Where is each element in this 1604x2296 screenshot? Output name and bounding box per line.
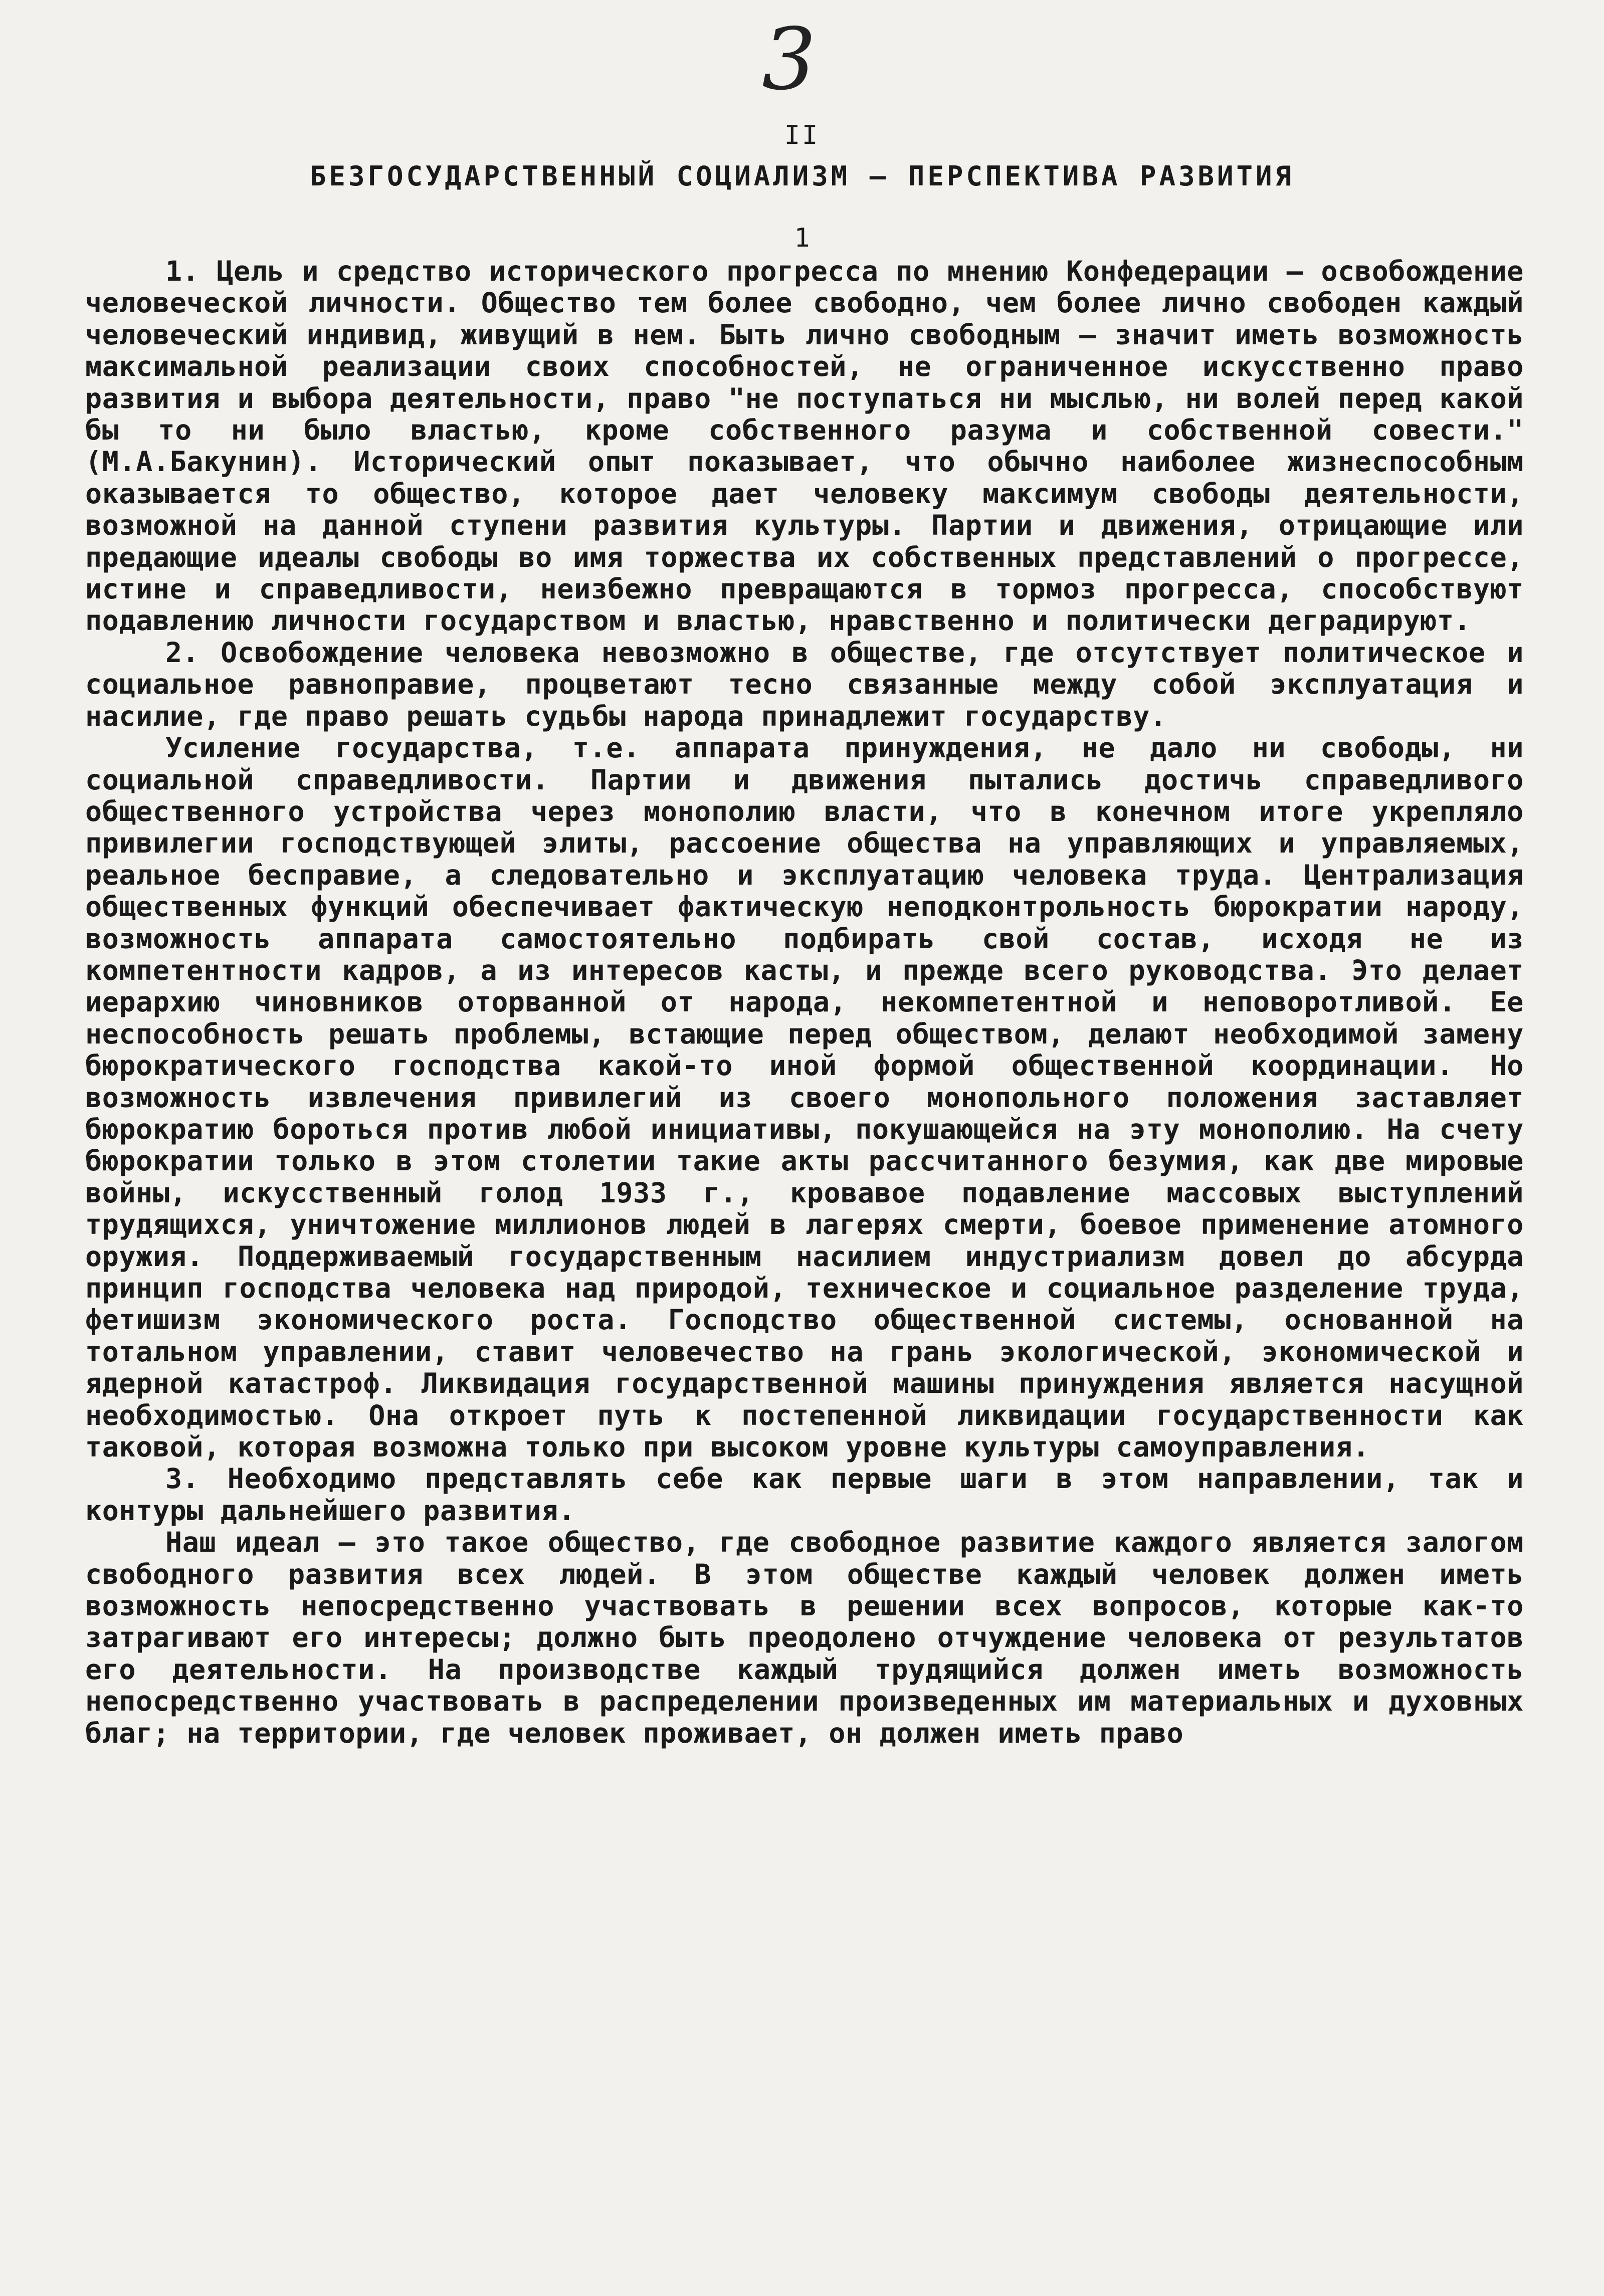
paragraph-2: 2. Освобождение человека невозможно в обществе, где отсутствует политическое и социальное равноправие, процветают тесно связанные между собой эксплуатация и насилие, где право решать судьбы народа принадлежит государству. <box>85 636 1524 732</box>
paragraph-3: Усиление государства, т.е. аппарата принуждения, не дало ни свободы, ни социальной справедливости. Партии и движения пытались достичь справедливого общественного устройства через монополию власти, что в конечном итоге укрепляло привилегии господствующей элиты, рассоение общества на управляющих и управляемых, реальное бесправие, а следовательно и эксплуатацию человека труда. Централизация общественных функций обеспечивает фактическую неподконтрольность бюрократии народу, возможность аппарата самостоятельно подбирать свой состав, исходя не из компетентности кадров, а из интересов касты, и прежде всего руководства. Это делает иерархию чиновников оторванной от народа, некомпетентной и неповоротливой. Ее неспособность решать проблемы, встающие перед обществом, делают необходимой замену бюрократического господства какой-то иной формой общественной координации. Но возможность извлечения привилегий из своего монопольного положения заставляет бюрократию бороться против любой инициативы, покушающейся на эту монополию. На счету бюрократии только в этом столетии такие акты рассчитанного безумия, как две мировые войны, искусственный голод 1933 г., кровавое подавление массовых выступлений трудящихся, уничтожение миллионов людей в лагерях смерти, боевое применение атомного оружия. Поддерживаемый государственным насилием индустриализм довел до абсурда принцип господства человека над природой, техническое и социальное разделение труда, фетишизм экономического роста. Господство общественной системы, основанной на тотальном управлении, ставит человечество на грань экологической, экономической и ядерной катастроф. Ликвидация государственной машины принуждения является насущной необходимостью. Она откроет путь к постепенной ликвидации государственности как таковой, которая возможна только при высоком уровне культуры самоуправления. <box>85 732 1524 1464</box>
paragraph-5: Наш идеал – это такое общество, где свободное развитие каждого является залогом свободного развития всех людей. В этом обществе каждый человек должен иметь возможность непосредственно участвовать в решении всех вопросов, которые как-то затрагивают его интересы; должно быть преодолено отчуждение человека от результатов его деятельности. На производстве каждый трудящийся должен иметь возможность непосредственно участвовать в распределении произведенных им материальных и духовных благ; на территории, где человек проживает, он должен иметь право <box>85 1526 1524 1749</box>
chapter-title: БЕЗГОСУДАРСТВЕННЫЙ СОЦИАЛИЗМ – ПЕРСПЕКТИВА РАЗВИТИЯ <box>309 160 1295 192</box>
body-text <box>85 256 1524 1749</box>
chapter-number: II <box>784 120 820 150</box>
section-number: 1 <box>794 223 810 253</box>
page-number: 3 <box>762 10 817 109</box>
paragraph-1: 1. Цель и средство исторического прогресса по мнению Конфедерации – освобождение человеческой личности. Общество тем более свободно, чем более лично свободен каждый человеческий индивид, живущий в нем. Быть лично свободным – значит иметь возможность максимальной реализации своих способностей, не ограниченное искусственно право развития и выбора деятельности, право "не поступаться ни мыслью, ни волей перед какой бы то ни было властью, кроме собственного разума и собственной совести." (М.А.Бакунин). Исторический опыт показывает, что обычно наиболее жизнеспособным оказывается то общество, которое дает человеку максимум свободы деятельности, возможной на данной ступени развития культуры. Партии и движения, отрицающие или предающие идеалы свободы во имя торжества их собственных представлений о прогрессе, истине и справедливости, неизбежно превращаются в тормоз прогресса, способствуют подавлению личности государством и властью, нравственно и политически деградируют. <box>85 255 1524 637</box>
paragraph-4: 3. Необходимо представлять себе как первые шаги в этом направлении, так и контуры дальнейшего развития. <box>85 1463 1524 1527</box>
